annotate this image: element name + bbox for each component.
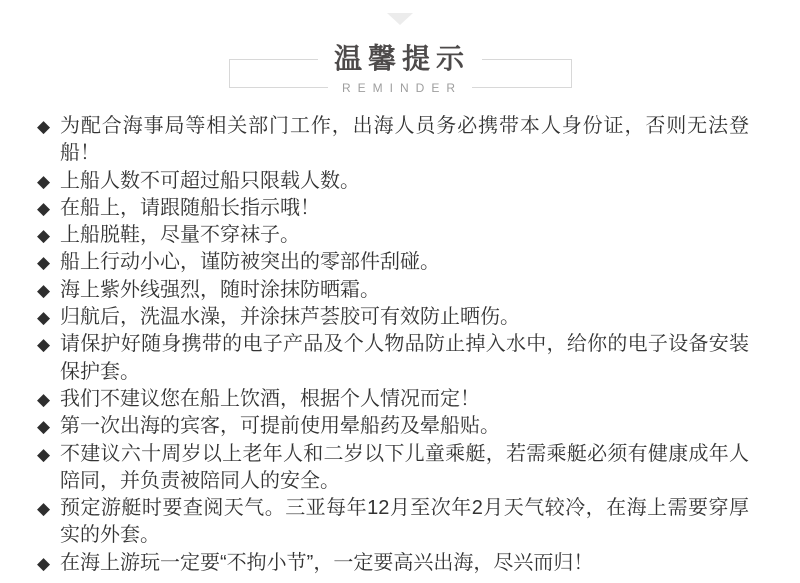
- diamond-bullet-icon: ◆: [37, 198, 51, 218]
- page-subtitle: REMINDER: [328, 80, 472, 96]
- reminder-item: [37, 550, 749, 577]
- diamond-bullet-icon: ◆: [37, 226, 51, 246]
- reminder-item: [37, 386, 749, 413]
- reminder-item: [37, 222, 749, 249]
- diamond-bullet-icon: ◆: [37, 308, 51, 328]
- diamond-bullet-icon: ◆: [37, 444, 51, 464]
- page-title: 温馨提示: [318, 44, 482, 74]
- reminder-item: [37, 249, 749, 276]
- diamond-bullet-icon: ◆: [37, 335, 51, 355]
- reminder-item: [37, 113, 749, 168]
- diamond-bullet-icon: ◆: [37, 553, 51, 573]
- reminder-text: 在海上游玩一定要“不拘小节”，一定要高兴出海，尽兴而归！: [60, 551, 594, 574]
- reminder-item: [37, 304, 749, 331]
- reminder-item: [37, 441, 749, 496]
- diamond-bullet-icon: ◆: [37, 499, 51, 519]
- reminder-item: [37, 331, 749, 386]
- reminder-text: 上船人数不可超过船只限载人数。: [60, 169, 360, 192]
- reminder-item: [37, 277, 749, 304]
- diamond-bullet-icon: ◆: [37, 417, 51, 437]
- reminder-text: 上船脱鞋，尽量不穿袜子。: [60, 224, 300, 247]
- diamond-bullet-icon: ◆: [37, 171, 51, 191]
- reminder-text: 归航后，洗温水澡，并涂抹芦荟胶可有效防止晒伤。: [60, 306, 520, 329]
- reminder-text: 船上行动小心，谨防被突出的零部件刮碰。: [60, 251, 440, 274]
- title-frame: [229, 43, 572, 95]
- reminder-text: 不建议六十周岁以上老年人和二岁以下儿童乘艇，若需乘艇必须有健康成年人陪同，并负责被陪同人的安全。: [60, 442, 749, 492]
- reminder-text: 预定游艇时要查阅天气。三亚每年12月至次年2月天气较冷，在海上需要穿厚实的外套。: [60, 497, 749, 547]
- diamond-bullet-icon: ◆: [37, 253, 51, 273]
- reminder-text: 请保护好随身携带的电子产品及个人物品防止掉入水中，给你的电子设备安装保护套。: [60, 333, 749, 383]
- reminder-item: [37, 495, 749, 550]
- reminder-text: 海上紫外线强烈，随时涂抹防晒霜。: [60, 278, 380, 301]
- triangle-wrap: [0, 0, 800, 25]
- diamond-bullet-icon: ◆: [37, 117, 51, 136]
- reminder-item: [37, 168, 749, 195]
- reminder-text: 在船上，请跟随船长指示哦！: [60, 196, 320, 219]
- reminder-list: [0, 113, 800, 577]
- reminder-text: 第一次出海的宾客，可提前使用晕船药及晕船贴。: [60, 415, 500, 438]
- diamond-bullet-icon: ◆: [37, 280, 51, 300]
- triangle-down-icon: [387, 13, 413, 25]
- reminder-item: [37, 413, 749, 440]
- reminder-item: [37, 195, 749, 222]
- reminder-text: 为配合海事局等相关部门工作，出海人员务必携带本人身份证，否则无法登船！: [60, 115, 749, 165]
- reminder-text: 我们不建议您在船上饮酒，根据个人情况而定！: [60, 387, 480, 410]
- diamond-bullet-icon: ◆: [37, 389, 51, 409]
